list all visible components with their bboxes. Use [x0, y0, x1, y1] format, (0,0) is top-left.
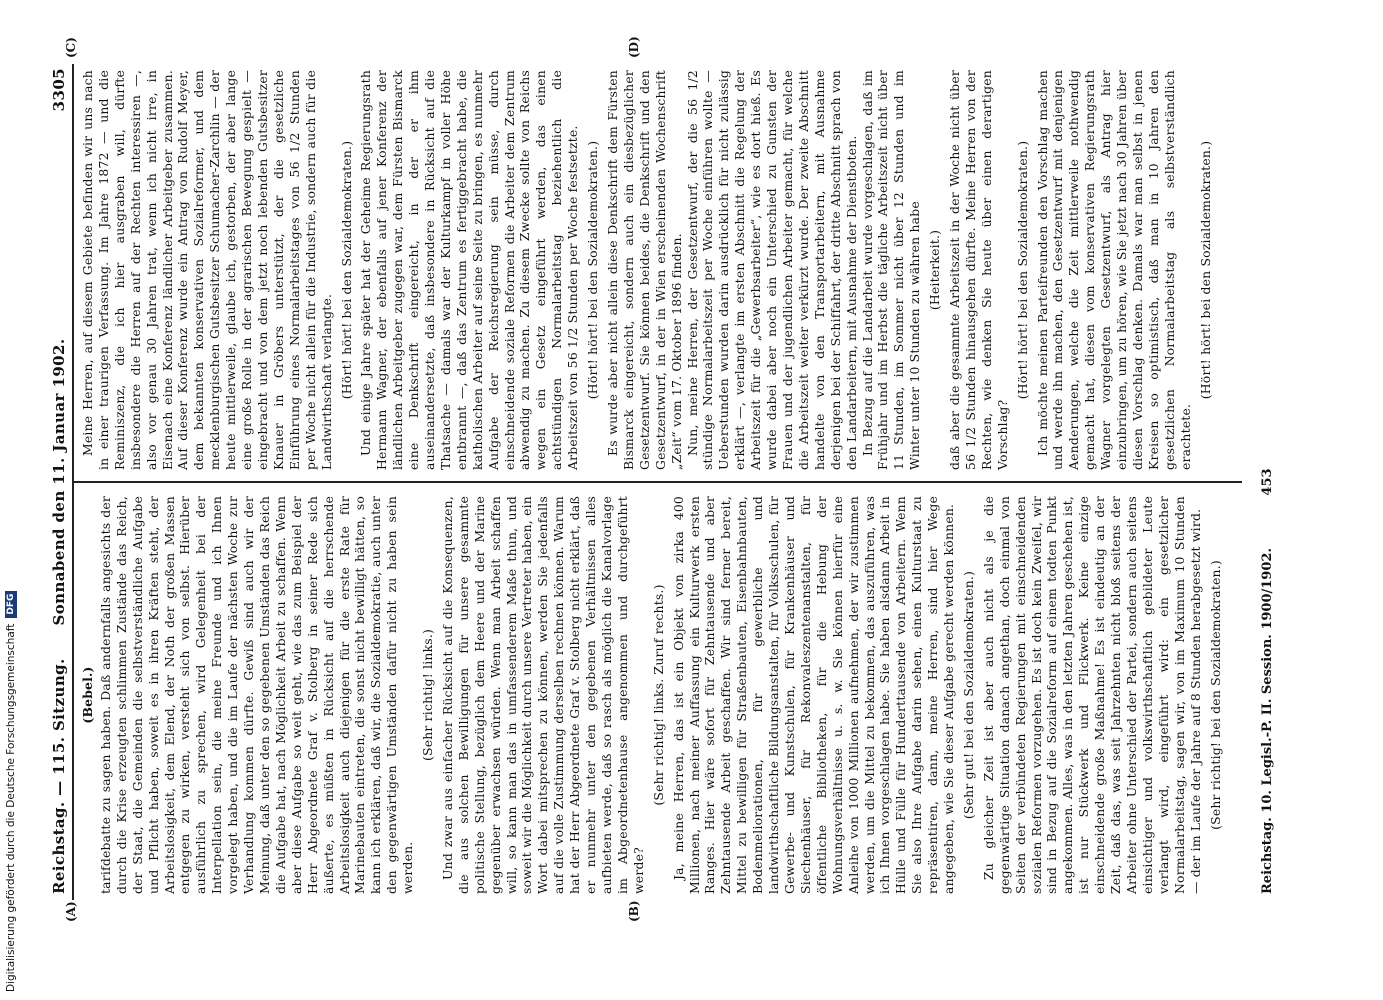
- interjection: (Hört! hört! bei den Sozialdemokraten.): [585, 140, 601, 400]
- running-header-date: Sonnabend den 11. Januar 1902.: [50, 338, 68, 626]
- interjection: (Sehr richtig! links. Zuruf rechts.): [650, 584, 666, 806]
- interjection: (Sehr richtig! links.): [420, 628, 436, 762]
- column-divider: [72, 481, 1242, 483]
- paragraph: Und einige Jahre später hat der Geheime Regierungsrath Hermann Wagner, der ebenfalls auf jener Konferenz der ländlichen Arbeitgeber zugegen war, dem Fürsten Bismarck eine Denkschrift eingereicht, in der er ihm auseinandersetzte, daß insbesondere in Rücksicht auf die Thatsache — damals war der Kulturkampf in voller Höhe entbrannt —, daß das Zentrum es fertiggebracht habe, die katholischen Arbeiter auf seine Seite zu bringen, es nunmehr Aufgabe der Reichsregierung sein müsse, durch einschneidende soziale Reformen die Arbeiter dem Zentrum abwendig zu machen. Zu diesem Zwecke sollte von Reichs wegen ein Gesetz eingeführt werden, das einen achtstündigen Normalarbeitstag beziehentlich die Arbeitszeit von 56 1/2 Stunden per Woche festsetzte.: [358, 70, 581, 470]
- interjection: (Hört! hört! bei den Sozialdemokraten.): [1197, 140, 1213, 400]
- footer-source: Reichstag. 10. Legisl.-P. II. Session. 1900/1902.: [1260, 548, 1275, 894]
- paragraph: Meine Herren, auf diesem Gebiete befinden wir uns nach in einer traurigen Verfassung. Im Jahre 1872 — und die Reminiszenz, die ich hier ausgraben will, dürfte insbesondere die Herren auf der Rechten interessiren —, also vor genau 30 Jahren trat, wenn ich nicht irre, in Eisenach eine Konferenz ländlicher Arbeitgeber zusammen. Auf dieser Konferenz wurde ein Antrag von Rudolf Meyer, dem bekannten konservativen Sozialreformer, und dem mecklenburgischen Gutsbesitzer Schumacher-Zarchlin — der heute mittlerweile, glaube ich, gestorben, der aber lange eine große Rolle in der agrarischen Bewegung gespielt — eingebracht und von dem jetzt noch lebenden Gutsbesitzer Knauer in Gröbers unterstützt, der die gesetzliche Einführung eines Normalarbeitstages von 56 1/2 Stunden per Woche nicht allein für die Industrie, sondern auch für die Landwirthschaft verlangte.: [80, 70, 334, 470]
- margin-mark-a: (A): [64, 901, 78, 922]
- paragraph: Ich möchte meinen Parteifreunden den Vorschlag machen und werde ihn machen, den Gesetzentwurf mit denjenigen Aenderungen, welche die Zeit mittlerweile nothwendig gemacht hat, diesen vom konservativen Regierungsrath Wagner vorgelegten Gesetzentwurf, als Antrag hier einzubringen, um zu hören, wie Sie jetzt nach 30 Jahren über diesen Vorschlag denken. Damals war man selbst in jenen Kreisen so optimistisch, daß man in 10 Jahren den gesetzlichen Normalarbeitstag als selbstverständlich erachtete.: [1034, 70, 1193, 470]
- right-column: [80, 70, 1218, 470]
- paragraph: In Bezug auf die Landarbeit wurde vorgeschlagen, daß im Frühjahr und im Herbst die tägliche Arbeitszeit nicht über 11 Stunden, im Sommer nicht über 12 Stunden und im Winter unter 10 Stunden zu währen habe: [859, 70, 923, 470]
- dfg-logo: DFG: [5, 591, 17, 618]
- margin-mark-d: (D): [627, 36, 641, 58]
- interjection: (Hört! hört! bei den Sozialdemokraten.): [1014, 140, 1030, 400]
- margin-mark-b: (B): [627, 900, 641, 922]
- left-column: [80, 496, 1227, 894]
- paragraph: Ja, meine Herren, das ist ein Objekt von zirka 400 Millionen, nach meiner Auffassung ein Kulturwerk ersten Ranges. Hier wäre sofort für Zehntausende und aber Zehntausende Arbeit geschaffen. Wir sind ferner bereit, Mittel zu bewilligen für Straßenbauten, Eisenbahnbauten, Bodenmeliorationen, für gewerbliche und landwirthschaftliche Bildungsanstalten, für Volksschulen, für Gewerbe- und Kunstschulen, für Krankenhäuser und Siechenhäuser, für Rekonvaleszentenanstalten, für öffentliche Bibliotheken, für die Hebung der Wohnungsverhältnisse u. s. w. Sie können hierfür eine Anleihe von 1000 Millionen aufnehmen, der wir zustimmen werden, um die Mittel zu bekommen, das auszuführen, was ich Ihnen vorgeschlagen habe. Sie haben alsdann Arbeit in Hülle und Fülle für Hunderttausende von Arbeitern. Wenn Sie also Ihre Aufgabe darin sehen, einen Kulturstaat zu repräsentiren, dann, meine Herren, sind hier Wege angegeben, wie Sie dieser Aufgabe gerecht werden können.: [670, 496, 957, 894]
- interjection: (Hört! hört! bei den Sozialdemokraten.): [338, 140, 354, 400]
- stamp-label: Digitalisierung gefördert durch die Deutsche Forschungsgemeinschaft: [5, 623, 17, 992]
- margin-mark-c: (C): [64, 37, 78, 58]
- paragraph: Zu gleicher Zeit ist aber auch nicht als je die gegenwärtige Situation danach angethan, doch einmal von Seiten der verbündeten Regierungen mit einschneidenden sozialen Reformen vorzugehen. Es ist doch kein Zweifel, wir sind in Bezug auf die Sozialreform auf einem todten Punkt angekommen. Alles, was in den letzten Jahren geschehen ist, ist nur Stückwerk und Flickwerk. Keine einzige einschneidende große Maßnahme! Es ist eindeutig an der Zeit, daß das, was seit Jahrzehnten nicht bloß seitens der Arbeiter ohne Unterschied der Partei, sondern auch seitens einsichtiger und volkswirthschaftlich gebildeter Leute verlangt wird, eingeführt wird: ein gesetzlicher Normalarbeitstag, sagen wir, von im Maximum 10 Stunden — der im Laufe der Jahre auf 8 Stunden herabgesetzt wird.: [980, 496, 1203, 894]
- paragraph: tarifdebatte zu sagen haben. Daß andernfalls angesichts der durch die Krise erzeugten schlimmen Zustände das Reich, der Staat, die Gemeinden die selbstverständliche Aufgabe und Pflicht haben, soweit es in ihren Kräften steht, der Arbeitslosigkeit, dem Elend, der Noth der großen Massen entgegen zu wirken, versteht sich von selbst. Hierüber ausführlich zu sprechen, wird Gelegenheit bei der Interpellation sein, die meine Freunde und ich Ihnen vorgelegt haben, und die im Laufe der nächsten Woche zur Verhandlung kommen dürfte. Gewiß sind auch wir der Meinung, daß unter den so gegebenen Umständen das Reich die Aufgabe hat, nach Möglichkeit Arbeit zu schaffen. Wenn aber diese Aufgabe so weit geht, wie das zum Beispiel der Herr Abgeordnete Graf v. Stolberg in seiner Rede sich äußerte, es müßten in Rücksicht auf die herrschende Arbeitslosigkeit auch diejenigen für die erste Rate für Marinebauten eintreten, die sonst nicht bewilligt hätten, so kann ich erklären, daß wir, die Sozialdemokratie, auch unter den gegenwärtigen Umständen dafür nicht zu haben sein werden.: [97, 496, 416, 894]
- running-header-left: Reichstag. — 115. Sitzung.: [50, 658, 68, 894]
- speaker-name: (Bebel.): [80, 666, 95, 724]
- paragraph: Und zwar aus einfacher Rücksicht auf die Konsequenzen, die aus solchen Bewilligungen für unsere gesammte politische Stellung, bezüglich dem Heere und der Marine gegenüber erwachsen würden. Wenn man Arbeit schaffen will, so kann man das in umfassenderem Maße thun, und soweit wir die Möglichkeit durch unsere Vertreter haben, ein Wort dabei mitsprechen zu können, werden Sie jedenfalls auf die volle Zustimmung derselben rechnen können. Warum hat der Herr Abgeordnete Graf v. Stolberg nicht erklärt, daß er nunmehr unter den gegebenen Verhältnissen alles aufbieten werde, daß so rasch als möglich die Kanalvorlage im Abgeordnetenhause angenommen und durchgeführt werde?: [439, 496, 646, 894]
- paragraph: Nun, meine Herren, der Gesetzentwurf, der die 56 1/2 stündige Normalarbeitszeit per Woche einführen wollte — Ueberstunden wurden darin ausdrücklich für nicht zulässig erklärt —, verlangte im ersten Abschnitt die Regelung der Arbeitszeit für die „Gewerbsarbeiter“, wie es dort hieß. Es wurde dabei aber noch ein Unterschied zu Gunsten der Frauen und der jugendlichen Arbeiter gemacht, für welche die Arbeitszeit weiter verkürzt wurde. Der zweite Abschnitt handelte von den Transportarbeitern, mit Ausnahme derjenigen bei der Schiffahrt, der dritte Abschnitt sprach von den Landarbeitern, mit Ausnahme der Dienstboten.: [684, 70, 859, 470]
- interjection: (Sehr richtig! bei den Sozialdemokraten.): [1207, 560, 1223, 830]
- footer-page-number: 453: [1260, 468, 1275, 496]
- paragraph: daß aber die gesammte Arbeitszeit in der Woche nicht über 56 1/2 Stunden hinausgehen dürfte. Meine Herren von der Rechten, wie denken Sie heute über einen derartigen Vorschlag?: [947, 70, 1010, 470]
- interjection: (Sehr gut! bei den Sozialdemokraten.): [960, 570, 976, 820]
- interjection: (Heiterkeit.): [927, 229, 943, 311]
- page-number-top: 3305: [50, 68, 68, 112]
- paragraph: Es wurde aber nicht allein diese Denkschrift dem Fürsten Bismarck eingereicht, sondern auch ein diesbezüglicher Gesetzentwurf. Sie können beides, die Denkschrift und den Gesetzentwurf, in der in Wien erscheinenden Wochenschrift „Zeit“ vom 17. Oktober 1896 finden.: [605, 70, 684, 470]
- document-page: [50, 36, 1305, 922]
